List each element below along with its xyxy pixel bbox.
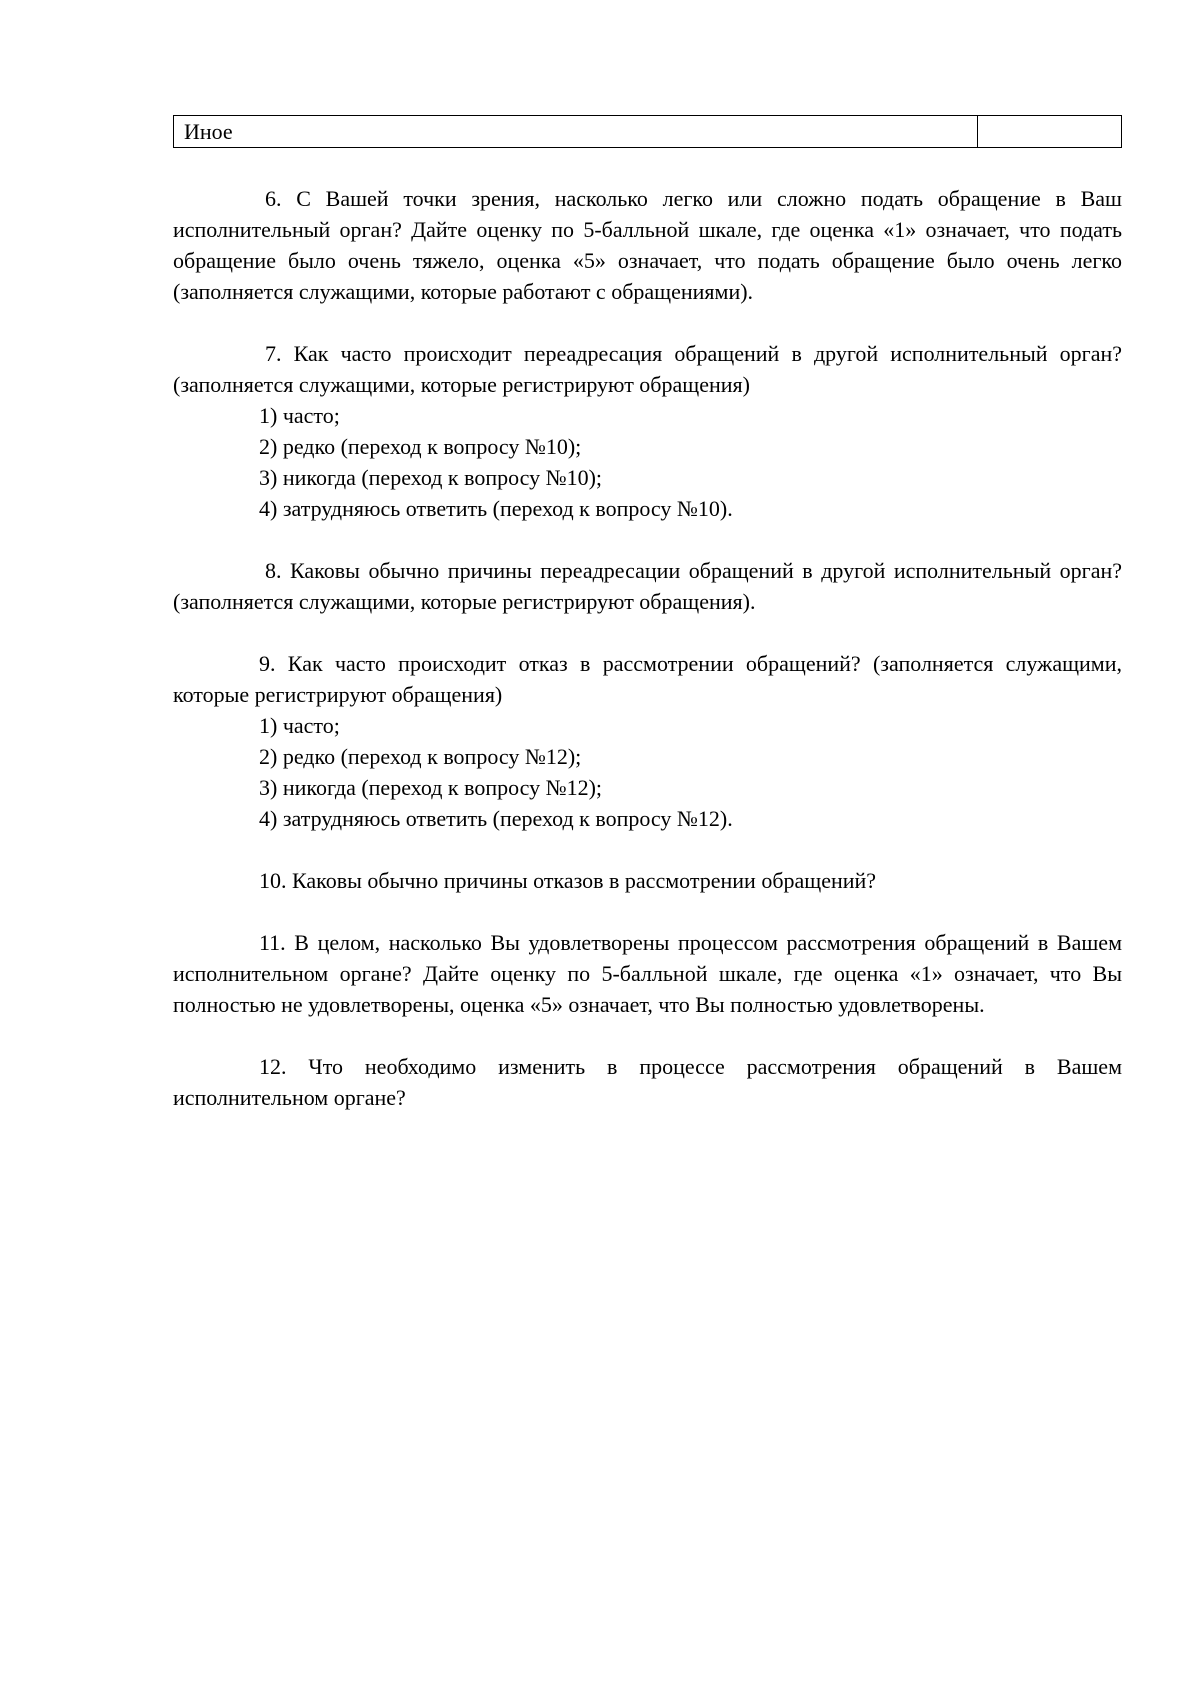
question-9: 9. Как часто происходит отказ в рассмотрении обращений? (заполняется служащими, которые регистрируют обращения) — [173, 651, 1122, 707]
list-item: 2) редко (переход к вопросу №10); — [259, 434, 582, 459]
table-row — [174, 116, 1122, 148]
option-label-cell: Иное — [174, 116, 978, 148]
list-item: 1) часто; — [259, 403, 340, 428]
list-item: 3) никогда (переход к вопросу №12); — [259, 775, 603, 800]
question-8: 8. Каковы обычно причины переадресации обращений в другой исполнительный орган? (заполняется служащими, которые регистрируют обращения). — [173, 558, 1122, 614]
question-6: 6. С Вашей точки зрения, насколько легко или сложно подать обращение в Ваш исполнительный орган? Дайте оценку по 5-балльной шкале, где оценка «1» означает, что подать обращение было очень тяжело, оценка «5» означает, что подать обращение было очень легко (заполняется служащими, которые работают с обращениями). — [173, 186, 1122, 304]
list-item: 1) часто; — [259, 713, 340, 738]
document-page — [173, 115, 1122, 1113]
question-7-options — [173, 400, 1122, 524]
list-item: 4) затрудняюсь ответить (переход к вопросу №10). — [259, 496, 733, 521]
question-10: 10. Каковы обычно причины отказов в рассмотрении обращений? — [259, 868, 877, 893]
list-item: 3) никогда (переход к вопросу №10); — [259, 465, 603, 490]
list-item: 4) затрудняюсь ответить (переход к вопросу №12). — [259, 806, 733, 831]
question-11: 11. В целом, насколько Вы удовлетворены процессом рассмотрения обращений в Вашем исполнительном органе? Дайте оценку по 5-балльной шкале, где оценка «1» означает, что Вы полностью не удовлетворены, оценка «5» означает, что Вы полностью удовлетворены. — [173, 930, 1122, 1017]
question-9-options — [173, 710, 1122, 834]
list-item: 2) редко (переход к вопросу №12); — [259, 744, 582, 769]
question-7: 7. Как часто происходит переадресация обращений в другой исполнительный орган? (заполняется служащими, которые регистрируют обращения) — [173, 341, 1122, 397]
answer-options-table — [173, 115, 1122, 148]
question-12: 12. Что необходимо изменить в процессе рассмотрения обращений в Вашем исполнительном органе? — [173, 1054, 1122, 1110]
option-mark-cell[interactable] — [978, 116, 1122, 148]
